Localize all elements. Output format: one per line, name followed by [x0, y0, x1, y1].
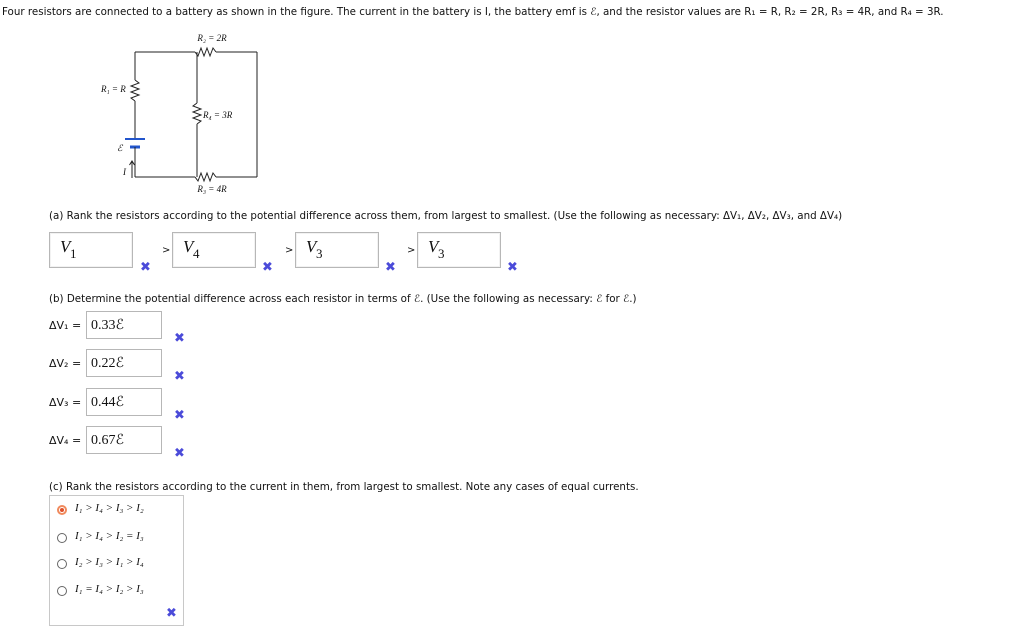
part-b-prompt: (b) Determine the potential difference across each resistor in terms of ℰ. (Use the following as necessary: ℰ for ℰ.) [49, 293, 637, 305]
current-ranking-options [49, 495, 184, 626]
part-a-prompt: (a) Rank the resistors according to the potential difference across them, from largest to smallest. (Use the following as necessary: ΔV₁, ΔV₂, ΔV₃, and ΔV₄) [49, 210, 843, 222]
radio-option-4-label: I₁ = I₄ > I₂ > I₃ [75, 583, 144, 595]
r3-label: R₃ = 4R [197, 184, 227, 194]
incorrect-x-icon: ✖ [262, 260, 273, 275]
rank-field-3[interactable] [295, 232, 379, 268]
incorrect-x-icon: ✖ [166, 606, 177, 621]
dv2-input[interactable]: 0.22ℰ [86, 349, 162, 377]
radio-selected-icon[interactable] [57, 505, 67, 515]
incorrect-x-icon: ✖ [385, 260, 396, 275]
dv1-input[interactable]: 0.33ℰ [86, 311, 162, 339]
dv4-input[interactable]: 0.67ℰ [86, 426, 162, 454]
r4-label: R₄ = 3R [203, 110, 233, 120]
dv3-label: ΔV₃ = [49, 396, 82, 409]
rank-field-2-symbol: V [183, 237, 194, 256]
rank-field-4-symbol: V [428, 237, 439, 256]
rank-separator-3: > [407, 245, 416, 256]
r1-label: R₁ = R [101, 84, 126, 94]
radio-option-1-label: I₁ > I₄ > I₃ > I₂ [75, 502, 144, 514]
circuit-diagram [95, 30, 275, 195]
problem-statement: Four resistors are connected to a battery as shown in the figure. The current in the battery is I, the battery emf is ℰ, and the resistor values are R₁ = R, R₂ = 2R, R₃ = 4R, and R₄ = 3R. [2, 6, 944, 18]
incorrect-x-icon: ✖ [140, 260, 151, 275]
rank-field-3-symbol: V [306, 237, 317, 256]
rank-field-1-sub: 1 [70, 246, 77, 261]
rank-field-3-sub: 3 [316, 246, 323, 261]
part-c-prompt: (c) Rank the resistors according to the current in them, from largest to smallest. Note any cases of equal currents. [49, 481, 639, 493]
dv2-label: ΔV₂ = [49, 357, 82, 370]
rank-field-4-sub: 3 [438, 246, 445, 261]
rank-field-4[interactable] [417, 232, 501, 268]
rank-separator-1: > [162, 245, 171, 256]
incorrect-x-icon: ✖ [174, 408, 185, 423]
radio-option-3-label: I₂ > I₃ > I₁ > I₄ [75, 556, 144, 568]
radio-unselected-icon[interactable] [57, 559, 67, 569]
current-label: I [123, 167, 126, 177]
dv1-label: ΔV₁ = [49, 319, 82, 332]
incorrect-x-icon: ✖ [174, 331, 185, 346]
dv4-label: ΔV₄ = [49, 434, 82, 447]
radio-unselected-icon[interactable] [57, 586, 67, 596]
rank-field-1-symbol: V [60, 237, 71, 256]
rank-field-1[interactable] [49, 232, 133, 268]
dv3-input[interactable]: 0.44ℰ [86, 388, 162, 416]
radio-unselected-icon[interactable] [57, 533, 67, 543]
rank-field-2[interactable] [172, 232, 256, 268]
incorrect-x-icon: ✖ [174, 446, 185, 461]
incorrect-x-icon: ✖ [174, 369, 185, 384]
r2-label: R₂ = 2R [197, 33, 227, 43]
incorrect-x-icon: ✖ [507, 260, 518, 275]
rank-separator-2: > [285, 245, 294, 256]
radio-option-2-label: I₁ > I₄ > I₂ = I₃ [75, 530, 144, 542]
rank-field-2-sub: 4 [193, 246, 200, 261]
emf-label: ℰ [117, 143, 123, 153]
